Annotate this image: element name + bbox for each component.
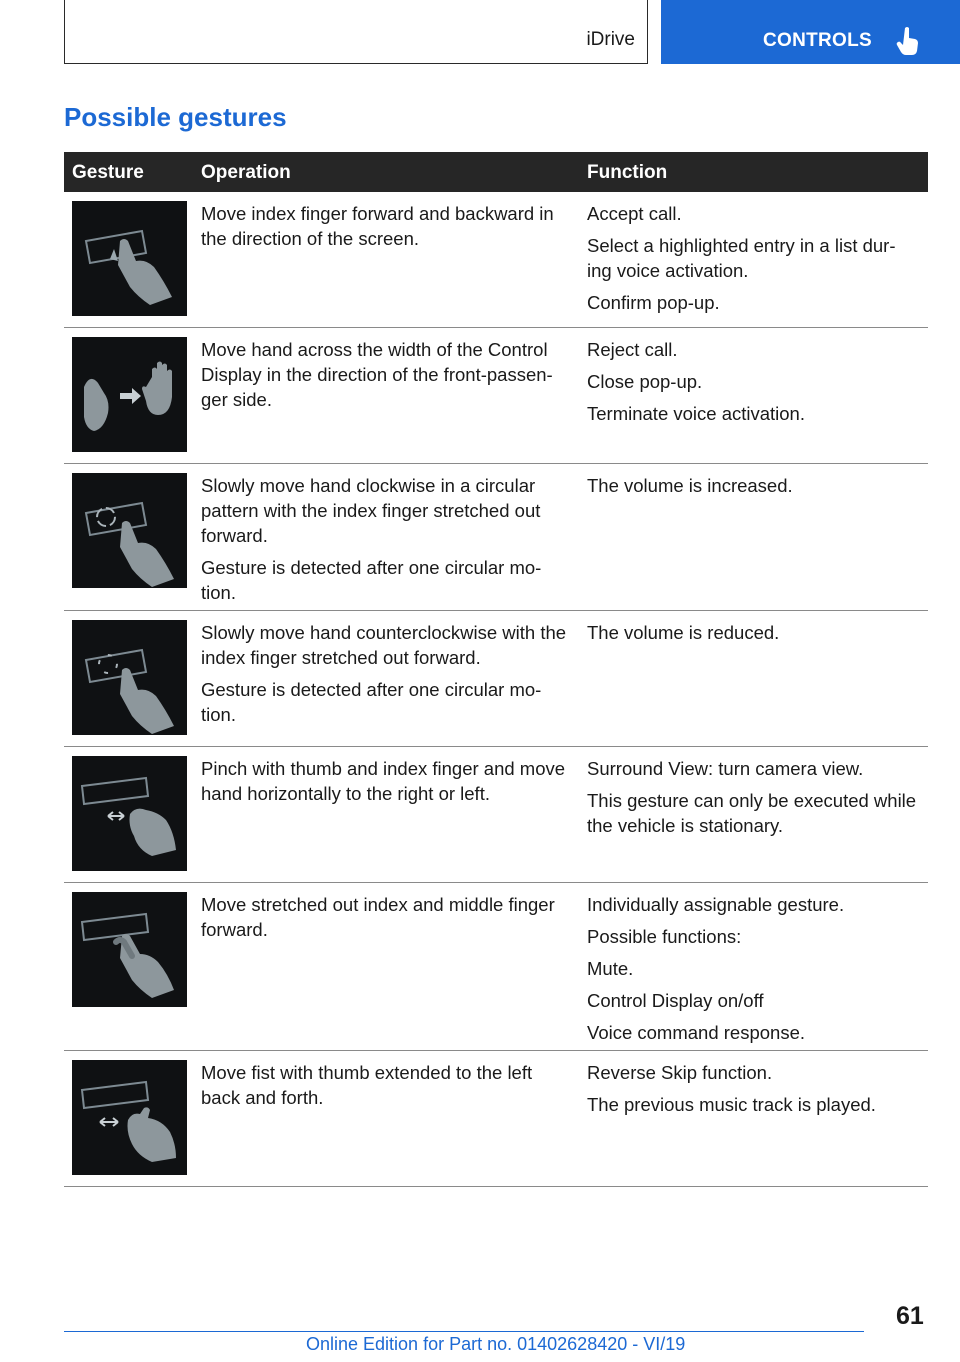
table-row bbox=[64, 328, 928, 464]
fist-thumb-gesture-icon bbox=[72, 1060, 187, 1175]
function-text: Terminate voice activation. bbox=[587, 403, 805, 424]
operation-text: Slowly move hand counterclockwise with the index finger stretched out forward. bbox=[201, 622, 567, 668]
operation-text: Slowly move hand clockwise in a circular pattern with the index finger stretched out forward. bbox=[201, 475, 541, 546]
operation-cell bbox=[201, 337, 573, 419]
function-text: Select a highlighted entry in a list dur-ing voice activation. bbox=[587, 235, 896, 281]
operation-text: Move fist with thumb extended to the left back and forth. bbox=[201, 1062, 533, 1108]
function-cell bbox=[587, 756, 917, 845]
rotate-counterclockwise-gesture-icon bbox=[72, 620, 187, 735]
operation-text: Move index finger forward and backward in the direction of the screen. bbox=[201, 203, 554, 249]
function-text: Possible functions: bbox=[587, 926, 742, 947]
function-cell bbox=[587, 1060, 917, 1124]
function-text: Individually assignable gesture. bbox=[587, 894, 845, 915]
two-finger-gesture-icon bbox=[72, 892, 187, 1007]
operation-cell bbox=[201, 473, 573, 612]
function-text: The volume is reduced. bbox=[587, 622, 780, 643]
operation-cell bbox=[201, 1060, 573, 1117]
section-label: iDrive bbox=[586, 29, 635, 50]
operation-text: Pinch with thumb and index finger and move hand horizontally to the right or left. bbox=[201, 758, 566, 804]
function-text: This gesture can only be executed while the vehicle is stationary. bbox=[587, 790, 917, 836]
function-cell bbox=[587, 337, 917, 433]
function-cell bbox=[587, 473, 917, 505]
chapter-label: CONTROLS bbox=[763, 30, 873, 51]
operation-cell bbox=[201, 201, 573, 258]
table-row bbox=[64, 192, 928, 328]
function-text: Confirm pop-up. bbox=[587, 292, 720, 313]
function-text: Close pop-up. bbox=[587, 371, 703, 392]
operation-text: Gesture is detected after one circular mo-tion. bbox=[201, 557, 542, 603]
point-forward-gesture-icon bbox=[72, 201, 187, 316]
table-row bbox=[64, 883, 928, 1051]
page-number: 61 bbox=[896, 1302, 924, 1330]
header-section-box bbox=[64, 0, 648, 64]
function-text: The volume is increased. bbox=[587, 475, 793, 496]
table-row bbox=[64, 464, 928, 611]
operation-cell bbox=[201, 756, 573, 813]
function-text: Reject call. bbox=[587, 339, 678, 360]
function-cell bbox=[587, 892, 917, 1052]
operation-text: Gesture is detected after one circular mo-tion. bbox=[201, 679, 542, 725]
function-text: Control Display on/off bbox=[587, 990, 764, 1011]
function-text: Voice command response. bbox=[587, 1022, 806, 1043]
header-chapter-tab bbox=[661, 0, 960, 64]
pinch-move-gesture-icon bbox=[72, 756, 187, 871]
table-row bbox=[64, 747, 928, 883]
swipe-hand-gesture-icon bbox=[72, 337, 187, 452]
function-text: Mute. bbox=[587, 958, 634, 979]
operation-text: Move hand across the width of the Control Display in the direction of the front-passen-ger side. bbox=[201, 339, 553, 410]
operation-cell bbox=[201, 620, 573, 734]
rotate-clockwise-gesture-icon bbox=[72, 473, 187, 588]
edition-text: Online Edition for Part no. 01402628420 - VI/19 bbox=[306, 1334, 686, 1354]
function-text: Reverse Skip function. bbox=[587, 1062, 773, 1083]
col-header-operation: Operation bbox=[201, 162, 291, 183]
function-cell bbox=[587, 201, 917, 322]
col-header-gesture: Gesture bbox=[72, 162, 144, 183]
footer-divider bbox=[64, 1331, 864, 1332]
table-row bbox=[64, 1051, 928, 1187]
function-text: Accept call. bbox=[587, 203, 682, 224]
operation-text: Move stretched out index and middle finger forward. bbox=[201, 894, 555, 940]
col-header-function: Function bbox=[587, 162, 668, 183]
function-text: The previous music track is played. bbox=[587, 1094, 876, 1115]
table-header bbox=[64, 152, 928, 192]
gestures-table bbox=[64, 152, 928, 1187]
function-text: Surround View: turn camera view. bbox=[587, 758, 864, 779]
operation-cell bbox=[201, 892, 573, 949]
pointing-hand-icon bbox=[896, 26, 920, 56]
page-title: Possible gestures bbox=[64, 102, 287, 132]
function-cell bbox=[587, 620, 917, 652]
table-row bbox=[64, 611, 928, 747]
